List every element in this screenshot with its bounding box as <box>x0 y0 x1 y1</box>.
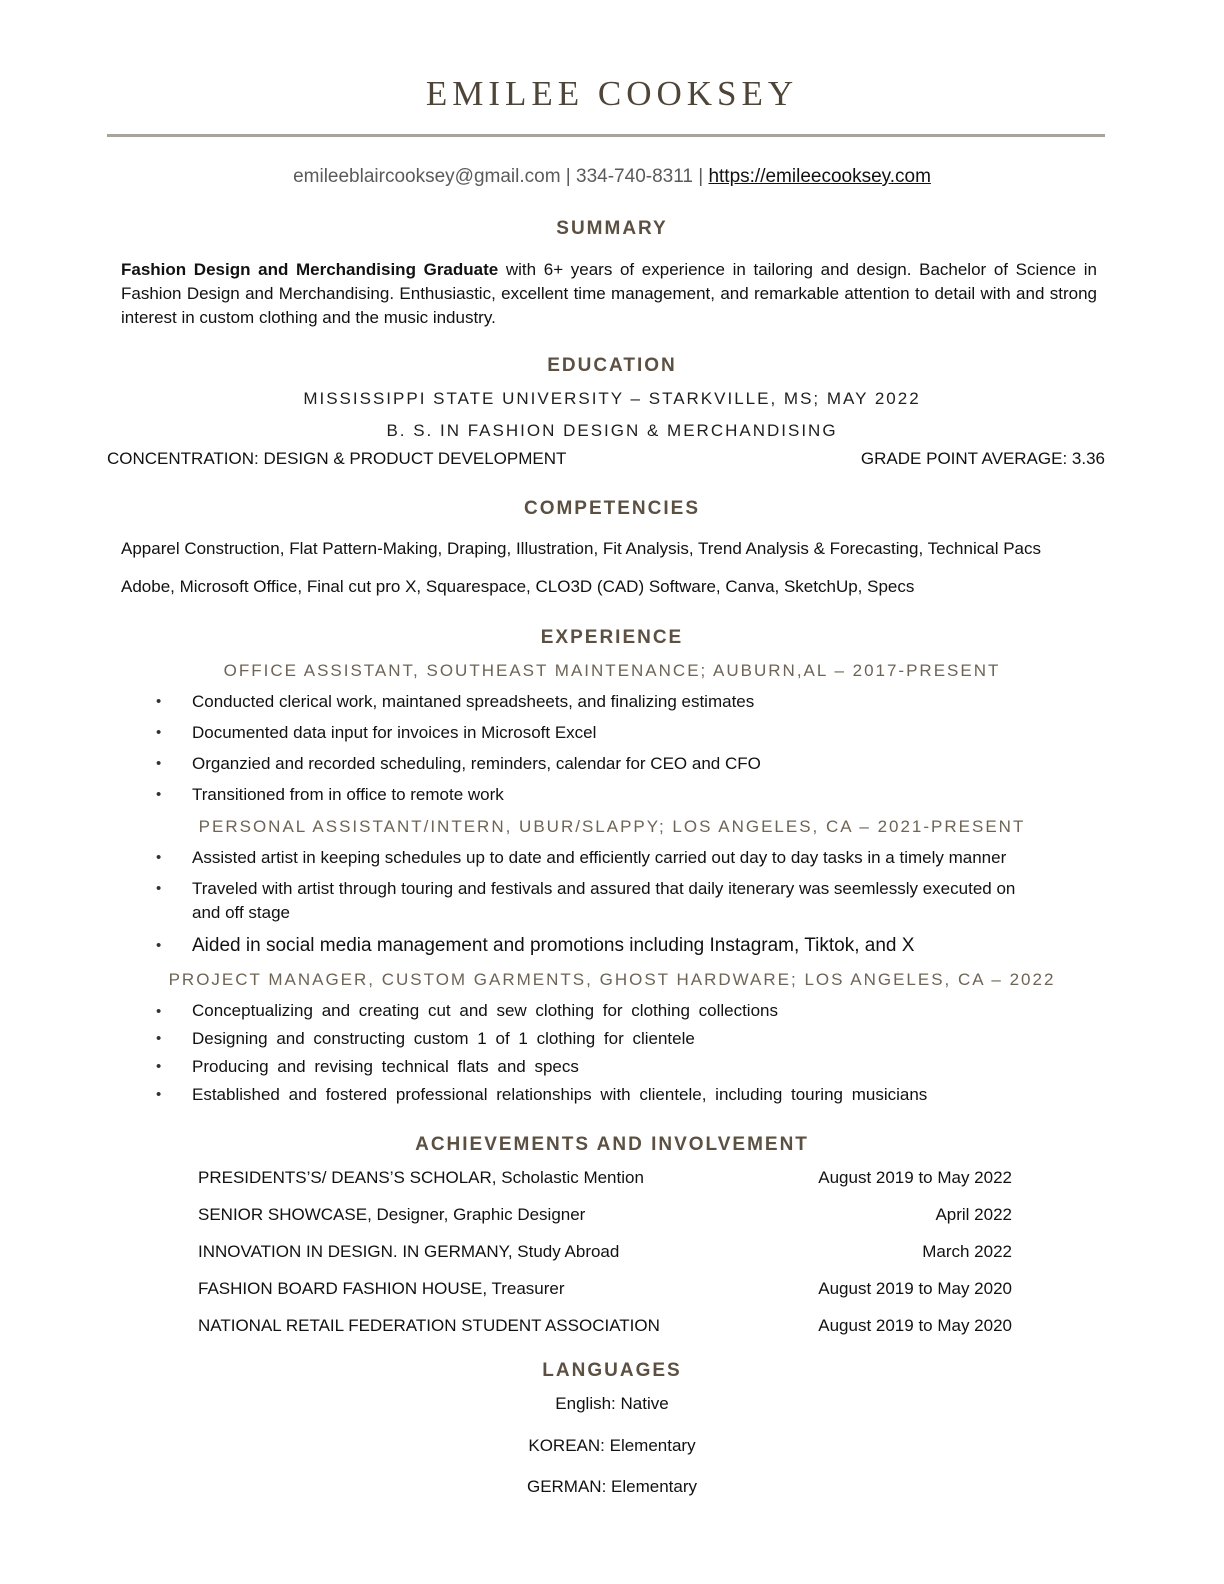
experience-heading: EXPERIENCE <box>540 627 684 648</box>
language-item: English: Native <box>555 1394 669 1413</box>
competencies-line: Adobe, Microsoft Office, Final cut pro X, Squarespace, CLO3D (CAD) Software, Canva, SketchUp, Specs <box>121 577 915 596</box>
competencies-heading: COMPETENCIES <box>523 498 701 519</box>
contact-email: emileeblaircooksey@gmail.com <box>293 166 561 187</box>
summary-paragraph <box>121 258 1097 330</box>
bullet-icon: • <box>156 880 162 897</box>
achievement-date: August 2019 to May 2022 <box>818 1168 1012 1187</box>
job-bullet: Documented data input for invoices in Microsoft Excel <box>192 723 597 742</box>
job-bullet: Traveled with artist through touring and festivals and assured that daily itenerary was seemlessly executed on <box>192 879 1016 898</box>
achievement-date: March 2022 <box>922 1242 1012 1261</box>
bullet-icon: • <box>156 1086 162 1103</box>
bullet-icon: • <box>156 937 162 954</box>
contact-separator: | <box>692 166 709 187</box>
job-bullet-continued: and off stage <box>192 903 290 922</box>
resume-name: EMILEE COOKSEY <box>425 74 799 113</box>
achievement-date: August 2019 to May 2020 <box>818 1279 1012 1298</box>
contact-line <box>0 166 1224 188</box>
job-bullet: Designing and constructing custom 1 of 1 clothing for clientele <box>192 1029 695 1048</box>
job-bullet: Assisted artist in keeping schedules up to date and efficiently carried out day to day tasks in a timely manner <box>192 848 1007 867</box>
achievement-label: SENIOR SHOWCASE, Designer, Graphic Designer <box>198 1205 586 1224</box>
job-bullet: Conducted clerical work, maintaned spreadsheets, and finalizing estimates <box>192 692 755 711</box>
languages-heading: LANGUAGES <box>542 1360 682 1381</box>
contact-phone: 334-740-8311 <box>576 166 693 187</box>
summary-text: with 6+ years of experience in tailoring and design. Bachelor of Science in Fashion Design and Merchandising. Enthusiastic, excellent time management, and remarkable attention to detail with and strong interest in custom clothing and the music industry. <box>121 260 1098 327</box>
job-title: PERSONAL ASSISTANT/INTERN, UBUR/SLAPPY; LOS ANGELES, CA – 2021-PRESENT <box>198 817 1026 836</box>
education-school: MISSISSIPPI STATE UNIVERSITY – STARKVILLE, MS; MAY 2022 <box>303 389 921 408</box>
website-link[interactable]: https://emileecooksey.com <box>708 166 931 187</box>
achievement-label: INNOVATION IN DESIGN. IN GERMANY, Study Abroad <box>198 1242 620 1261</box>
summary-heading: SUMMARY <box>556 218 668 239</box>
education-gpa: GRADE POINT AVERAGE: 3.36 <box>860 449 1105 468</box>
job-bullet: Organzied and recorded scheduling, reminders, calendar for CEO and CFO <box>192 754 761 773</box>
contact-separator: | <box>560 166 577 187</box>
bullet-icon: • <box>156 1058 162 1075</box>
education-heading: EDUCATION <box>547 355 677 376</box>
header-divider <box>107 134 1105 137</box>
job-title: PROJECT MANAGER, CUSTOM GARMENTS, GHOST HARDWARE; LOS ANGELES, CA – 2022 <box>168 970 1056 989</box>
bullet-icon: • <box>156 1030 162 1047</box>
bullet-icon: • <box>156 1003 162 1020</box>
job-bullet: Producing and revising technical flats and specs <box>192 1057 579 1076</box>
bullet-icon: • <box>156 849 162 866</box>
achievement-date: April 2022 <box>935 1205 1012 1224</box>
education-concentration: CONCENTRATION: DESIGN & PRODUCT DEVELOPMENT <box>107 449 567 468</box>
language-item: GERMAN: Elementary <box>526 1477 698 1496</box>
bullet-icon: • <box>156 786 162 803</box>
job-bullet: Conceptualizing and creating cut and sew clothing for clothing collections <box>192 1001 778 1020</box>
job-bullet: Aided in social media management and promotions including Instagram, Tiktok, and X <box>192 935 915 956</box>
summary-lead: Fashion Design and Merchandising Graduate <box>121 260 499 279</box>
bullet-icon: • <box>156 724 162 741</box>
achievements-heading: ACHIEVEMENTS AND INVOLVEMENT <box>415 1134 809 1155</box>
competencies-line: Apparel Construction, Flat Pattern-Making, Draping, Illustration, Fit Analysis, Trend Analysis & Forecasting, Technical Pacs <box>121 539 1041 558</box>
language-item: KOREAN: Elementary <box>528 1436 696 1455</box>
achievement-label: NATIONAL RETAIL FEDERATION STUDENT ASSOCIATION <box>198 1316 660 1335</box>
education-degree: B. S. IN FASHION DESIGN & MERCHANDISING <box>386 421 838 440</box>
achievement-label: PRESIDENTS’S/ DEANS’S SCHOLAR, Scholastic Mention <box>198 1168 644 1187</box>
bullet-icon: • <box>156 755 162 772</box>
achievement-label: FASHION BOARD FASHION HOUSE, Treasurer <box>198 1279 565 1298</box>
job-title: OFFICE ASSISTANT, SOUTHEAST MAINTENANCE; AUBURN,AL – 2017-PRESENT <box>223 661 1001 680</box>
job-bullet: Transitioned from in office to remote work <box>192 785 504 804</box>
bullet-icon: • <box>156 693 162 710</box>
job-bullet: Established and fostered professional relationships with clientele, including touring musicians <box>192 1085 928 1104</box>
achievement-date: August 2019 to May 2020 <box>818 1316 1012 1335</box>
